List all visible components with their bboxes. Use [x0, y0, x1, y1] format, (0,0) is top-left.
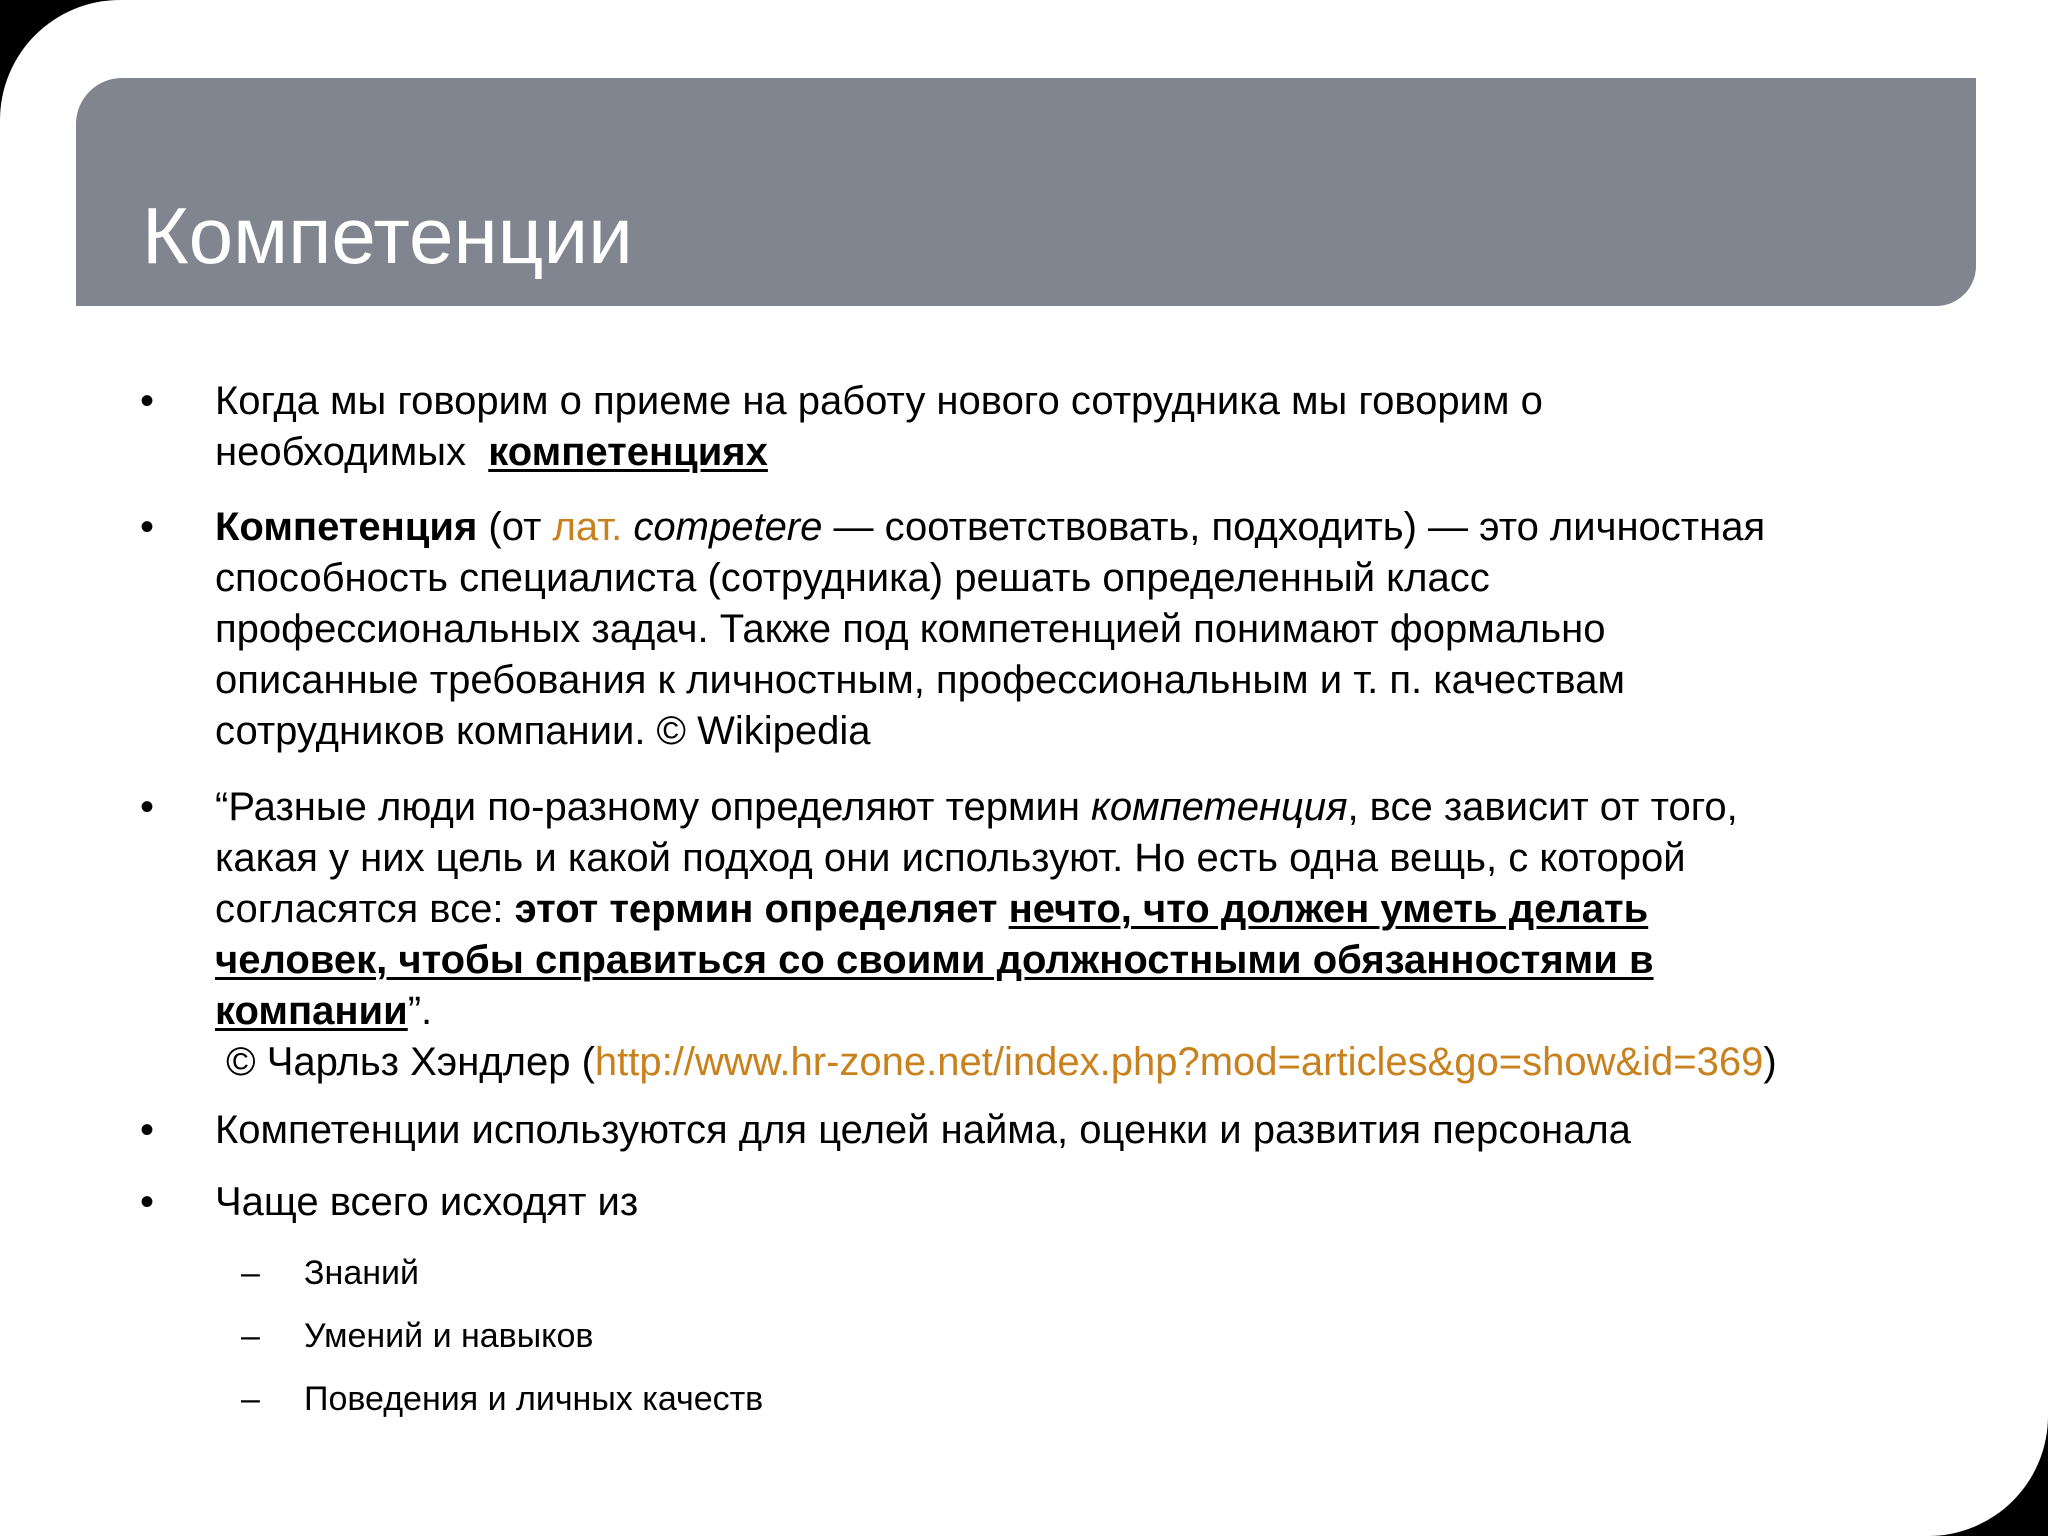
- sub-item-skills: Умений и навыков: [304, 1317, 594, 1355]
- bullet-marker: •: [140, 785, 155, 829]
- sub-bullet-marker: –: [241, 1254, 260, 1292]
- lat-link[interactable]: лат.: [552, 505, 623, 549]
- sub-bullet-marker: –: [241, 1317, 260, 1355]
- bullet-2-line-4: описанные требования к личностным, профессиональным и т. п. качествам: [215, 658, 1625, 702]
- bullet-5-text: Чаще всего исходят из: [215, 1180, 639, 1224]
- bullet-3-attribution: [215, 1037, 1915, 1088]
- bullet-1-line-1: Когда мы говорим о приеме на работу нового сотрудника мы говорим о: [215, 379, 1543, 423]
- slide-title: Компетенции: [142, 191, 633, 280]
- bullet-3-line-4: [215, 935, 1915, 986]
- bullet-3-bold-phrase: этот термин определяет: [514, 887, 1009, 931]
- bullet-marker: •: [140, 505, 155, 549]
- bullet-2-line-2: способность специалиста (сотрудника) решать определенный класс: [215, 556, 1490, 600]
- bullet-marker: •: [140, 1108, 155, 1152]
- attribution-author: © Чарльз Хэндлер (: [215, 1040, 595, 1084]
- bullet-3-definition-2: человек, чтобы справиться со своими должностными обязанностями в: [215, 938, 1654, 982]
- bullet-3-line-3-start: согласятся все:: [215, 887, 515, 931]
- bullet-marker: •: [140, 1180, 155, 1224]
- bullet-2-line-3: профессиональных задач. Также под компетенцией понимают формально: [215, 607, 1606, 651]
- bullet-3-quote-end: ”.: [407, 989, 433, 1033]
- bullet-1-term: компетенциях: [488, 430, 768, 474]
- bullet-3-line-3: [215, 884, 1915, 935]
- source-link[interactable]: http://www.hr-zone.net/index.php?mod=articles&go=show&id=369: [594, 1040, 1764, 1084]
- bullet-3-line-1-start: “Разные люди по-разному определяют термин: [215, 785, 1092, 829]
- bullet-2-latin-word: competere: [633, 505, 823, 549]
- attribution-close: ): [1763, 1040, 1777, 1084]
- bullet-3-line-5: [215, 986, 1915, 1037]
- bullet-3-line-2: какая у них цель и какой подход они используют. Но есть одна вещь, с которой: [215, 836, 1686, 880]
- sub-item-behavior: Поведения и личных качеств: [304, 1380, 764, 1418]
- bullet-2-line-5: сотрудников компании. © Wikipedia: [215, 709, 871, 753]
- bullet-3-definition-1: нечто, что должен уметь делать: [1008, 887, 1649, 931]
- bullet-2-rest: — соответствовать, подходить) — это личностная: [822, 505, 1766, 549]
- bullet-4-text: Компетенции используются для целей найма, оценки и развития персонала: [215, 1108, 1631, 1152]
- bullet-1-text: [215, 376, 1915, 478]
- bullet-3-text: [215, 782, 1915, 1088]
- bullet-2-text: [215, 502, 1915, 757]
- bullet-1-line-2: [215, 427, 1915, 478]
- bullet-2-open: (от: [477, 505, 553, 549]
- bullet-2-space: [622, 505, 633, 549]
- bullet-2-line-1: [215, 502, 1915, 553]
- bullet-3-line-1: [215, 782, 1915, 833]
- bullet-marker: •: [140, 379, 155, 423]
- bullet-3-italic-term: компетенция: [1091, 785, 1348, 829]
- bullet-3-definition-3: компании: [215, 989, 408, 1033]
- bullet-1-line-2-text: необходимых: [215, 430, 489, 474]
- sub-item-knowledge: Знаний: [304, 1254, 419, 1292]
- sub-bullet-marker: –: [241, 1380, 260, 1418]
- bullet-2-term: Компетенция: [215, 505, 478, 549]
- bullet-3-line-1-end: , все зависит от того,: [1347, 785, 1738, 829]
